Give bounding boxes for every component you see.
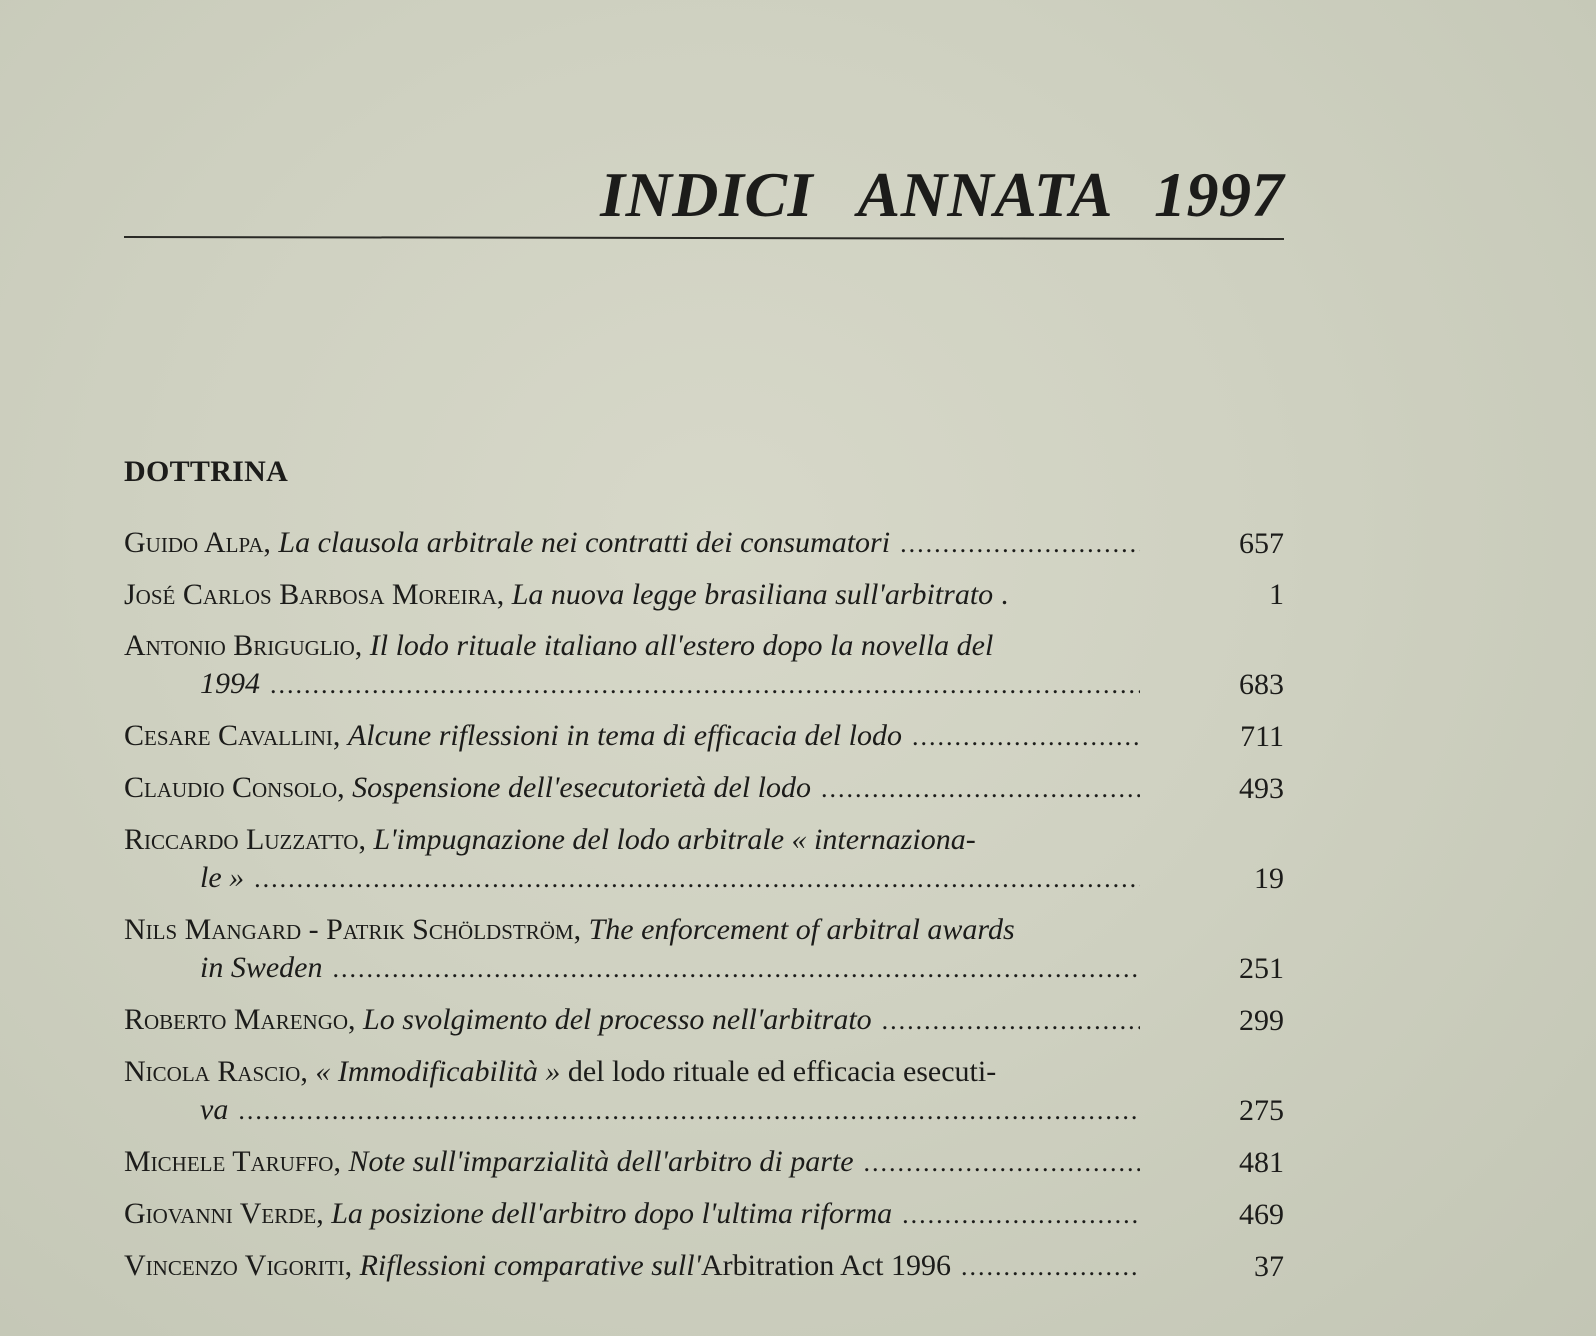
index-entry: Antonio Briguglio, Il lodo rituale italiano all'estero dopo la novella del 1994 ..... 683 bbox=[124, 627, 1284, 704]
index-entry: Cesare Cavallini , Alcune riflessioni in tema di efficacia del lodo ..... 711 bbox=[124, 717, 1284, 756]
entry-author: José Carlos Barbosa Moreira bbox=[124, 578, 497, 611]
index-entry: Guido Alpa , La clausola arbitrale nei contratti dei consumatori ..... 657 bbox=[124, 524, 1284, 563]
entry-author: Vincenzo Vigoriti bbox=[124, 1249, 345, 1282]
entry-title-continuation: 1994 bbox=[200, 667, 260, 700]
entry-title-continuation: le » bbox=[200, 861, 245, 894]
dot-leader bbox=[900, 525, 1140, 563]
entry-title: Lo svolgimento del processo nell'arbitrato bbox=[363, 1003, 872, 1036]
entry-page: 1 bbox=[1269, 578, 1284, 611]
entry-author: Giovanni Verde bbox=[124, 1197, 317, 1230]
entry-title: The enforcement of arbitral awards bbox=[588, 913, 1015, 946]
entry-page: 275 bbox=[1239, 1094, 1284, 1127]
entry-page: 251 bbox=[1239, 952, 1284, 985]
index-entry: Giovanni Verde , La posizione dell'arbitro dopo l'ultima riforma ..... 469 bbox=[124, 1195, 1284, 1234]
dot-leader bbox=[332, 950, 1140, 988]
entry-title: Sospensione dell'esecutorietà del lodo bbox=[352, 771, 811, 804]
entry-page: 711 bbox=[1240, 720, 1284, 753]
entry-author: Guido Alpa bbox=[124, 526, 264, 559]
entry-title: Riflessioni comparative sull' bbox=[359, 1249, 701, 1282]
entry-title: Il lodo rituale italiano all'estero dopo la novella del bbox=[369, 629, 994, 662]
entry-title-continuation: va bbox=[200, 1093, 229, 1126]
entry-title: Alcune riflessioni in tema di efficacia del lodo bbox=[347, 719, 902, 752]
index-entries bbox=[124, 524, 1284, 1299]
entry-title: L'impugnazione del lodo arbitrale « internaziona- bbox=[373, 823, 976, 856]
page-title: INDICI ANNATA 1997 bbox=[600, 159, 1284, 230]
dot-leader bbox=[882, 1002, 1140, 1040]
entry-title: La nuova legge brasiliana sull'arbitrato bbox=[511, 578, 994, 611]
entry-title-roman: del lodo rituale ed efficacia esecuti- bbox=[567, 1055, 997, 1088]
dot-leader bbox=[902, 1196, 1140, 1234]
entry-author: Antonio Briguglio bbox=[124, 629, 355, 662]
entry-page: 683 bbox=[1239, 668, 1284, 701]
entry-page: 19 bbox=[1254, 862, 1284, 895]
dot-leader bbox=[254, 860, 1140, 898]
index-entry: Roberto Marengo , Lo svolgimento del processo nell'arbitrato ..... 299 bbox=[124, 1001, 1284, 1040]
entry-author: Nils Mangard - Patrik Schöldström bbox=[124, 913, 574, 946]
index-entry: Vincenzo Vigoriti , Riflessioni comparative sull' Arbitration Act 1996 ..... 37 bbox=[124, 1247, 1284, 1286]
entry-page: 469 bbox=[1239, 1198, 1284, 1231]
index-entry: Nils Mangard - Patrik Schöldström, The enforcement of arbitral awards in Sweden ..... 251 bbox=[124, 911, 1284, 988]
entry-title: La clausola arbitrale nei contratti dei consumatori bbox=[278, 526, 891, 559]
dot-leader bbox=[961, 1248, 1140, 1286]
title-divider bbox=[124, 236, 1284, 240]
index-entry: Nicola Rascio, « Immodificabilità » del lodo rituale ed efficacia esecuti- va ..... 275 bbox=[124, 1053, 1284, 1130]
entry-page: 493 bbox=[1239, 772, 1284, 805]
entry-author: Michele Taruffo bbox=[124, 1145, 334, 1178]
entry-page: 299 bbox=[1239, 1004, 1284, 1037]
entry-author: Roberto Marengo bbox=[124, 1003, 349, 1036]
entry-page: 657 bbox=[1239, 527, 1284, 560]
entry-title-roman: Arbitration Act 1996 bbox=[700, 1249, 951, 1282]
index-entry: Riccardo Luzzatto, L'impugnazione del lodo arbitrale « internaziona- le » ..... 19 bbox=[124, 821, 1284, 898]
index-entry: José Carlos Barbosa Moreira , La nuova legge brasiliana sull'arbitrato . 1 bbox=[124, 576, 1284, 614]
entry-page: 37 bbox=[1254, 1250, 1284, 1283]
dot-leader bbox=[821, 770, 1140, 808]
index-entry: Claudio Consolo , Sospensione dell'esecutorietà del lodo ..... 493 bbox=[124, 769, 1284, 808]
entry-page: 481 bbox=[1239, 1146, 1284, 1179]
entry-author: Claudio Consolo bbox=[124, 771, 338, 804]
dot-leader bbox=[270, 666, 1140, 704]
dot-leader bbox=[238, 1092, 1140, 1130]
section-heading: DOTTRINA bbox=[124, 455, 289, 488]
entry-title: Note sull'imparzialità dell'arbitro di parte bbox=[348, 1145, 854, 1178]
entry-author: Nicola Rascio bbox=[124, 1055, 301, 1088]
entry-title-continuation: in Sweden bbox=[200, 951, 323, 984]
entry-author: Riccardo Luzzatto bbox=[124, 823, 359, 856]
index-entry: Michele Taruffo , Note sull'imparzialità dell'arbitro di parte ..... 481 bbox=[124, 1143, 1284, 1182]
entry-author: Cesare Cavallini bbox=[124, 719, 333, 752]
entry-title: « Immodificabilità » bbox=[315, 1055, 561, 1088]
dot-leader bbox=[912, 718, 1140, 756]
dot-leader bbox=[864, 1144, 1140, 1182]
entry-title: La posizione dell'arbitro dopo l'ultima riforma bbox=[331, 1197, 893, 1230]
